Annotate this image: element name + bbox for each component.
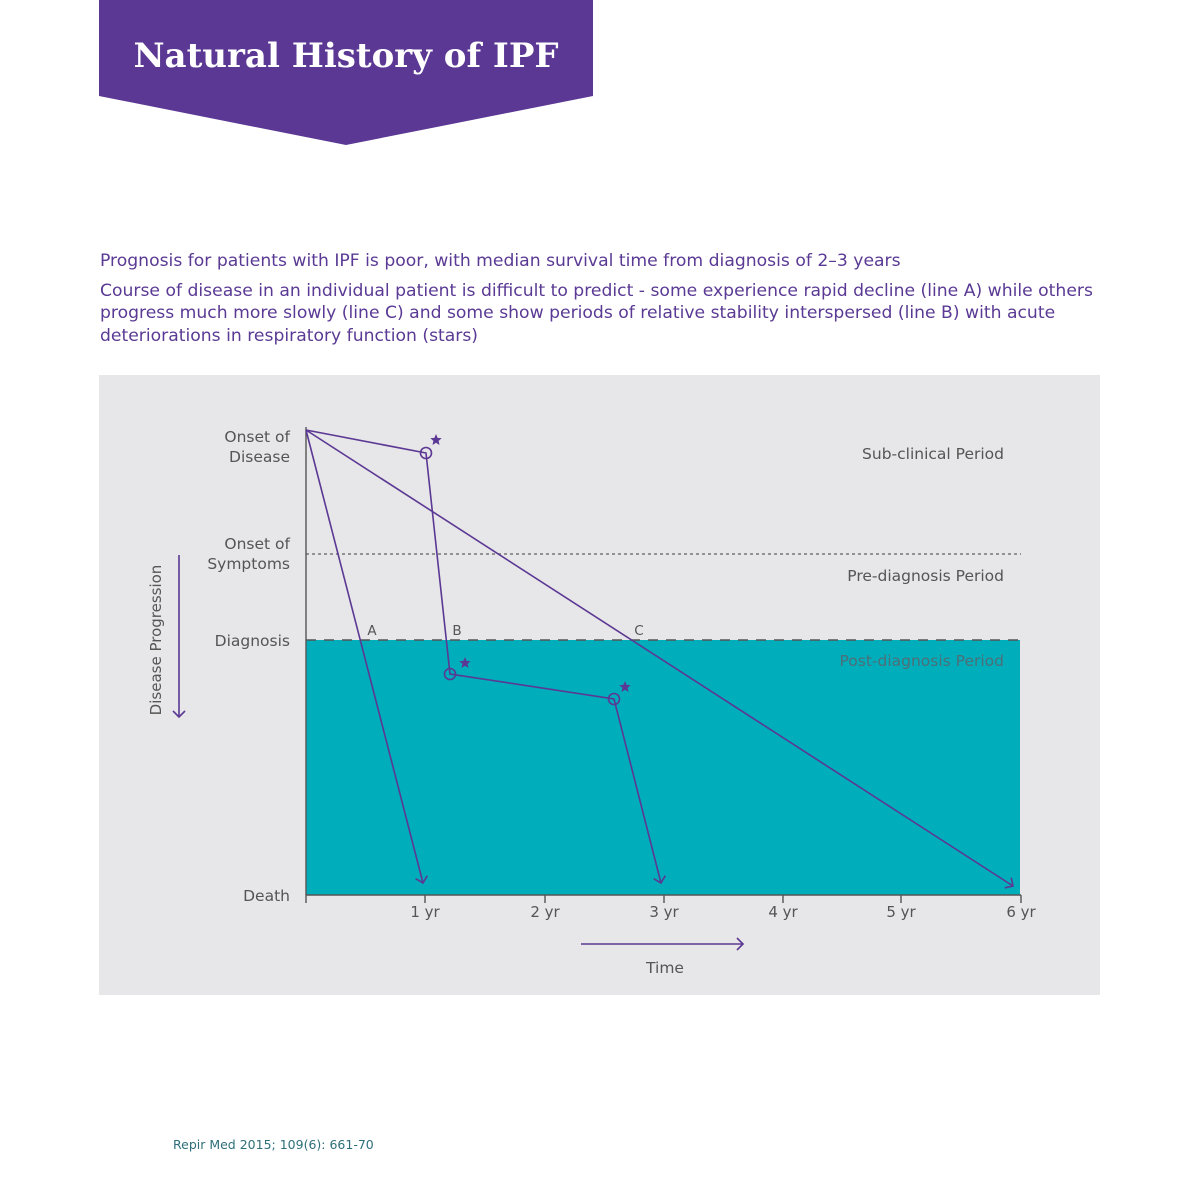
page-title: Natural History of IPF [133, 36, 559, 76]
disease-progression-diagram [99, 375, 1100, 995]
x-tick-label-1: 1 yr [410, 903, 440, 921]
intro-line-2: Course of disease in an individual patient is difficult to predict - some experience rapid decline (line A) while others progress much more slowly (line C) and some show periods of relative stability interspersed (line B) with acute deteriorations in respiratory function (stars) [100, 280, 1093, 346]
x-tick-label-2: 2 yr [530, 903, 560, 921]
intro-line-1: Prognosis for patients with IPF is poor, with median survival time from diagnosis of 2–3 years [100, 251, 901, 271]
post-diagnosis-region [306, 640, 1020, 895]
y-label-death: Death [243, 887, 290, 905]
period-label-subclinical: Sub-clinical Period [862, 445, 1004, 463]
diagram-svg [99, 375, 1100, 995]
x-tick-label-6: 6 yr [1006, 903, 1036, 921]
line-label-a: A [367, 623, 377, 639]
x-tick-label-4: 4 yr [768, 903, 798, 921]
y-label-onset-symptoms-2: Symptoms [207, 555, 290, 573]
y-label-onset-symptoms-1: Onset of [224, 535, 290, 553]
y-label-onset-disease-2: Disease [229, 448, 290, 466]
citation: Repir Med 2015; 109(6): 661-70 [173, 1137, 374, 1152]
line-label-b: B [452, 623, 462, 639]
line-label-c: C [634, 623, 644, 639]
period-label-prediagnosis: Pre-diagnosis Period [847, 567, 1004, 585]
x-tick-label-5: 5 yr [886, 903, 916, 921]
intro-text [100, 250, 1100, 354]
y-label-diagnosis: Diagnosis [214, 632, 290, 650]
header-banner [99, 0, 593, 145]
y-axis-title: Disease Progression [147, 564, 165, 716]
y-label-onset-disease-1: Onset of [224, 428, 290, 446]
x-tick-label-3: 3 yr [649, 903, 679, 921]
period-label-postdiagnosis: Post-diagnosis Period [839, 652, 1004, 670]
x-axis-title: Time [646, 959, 684, 977]
